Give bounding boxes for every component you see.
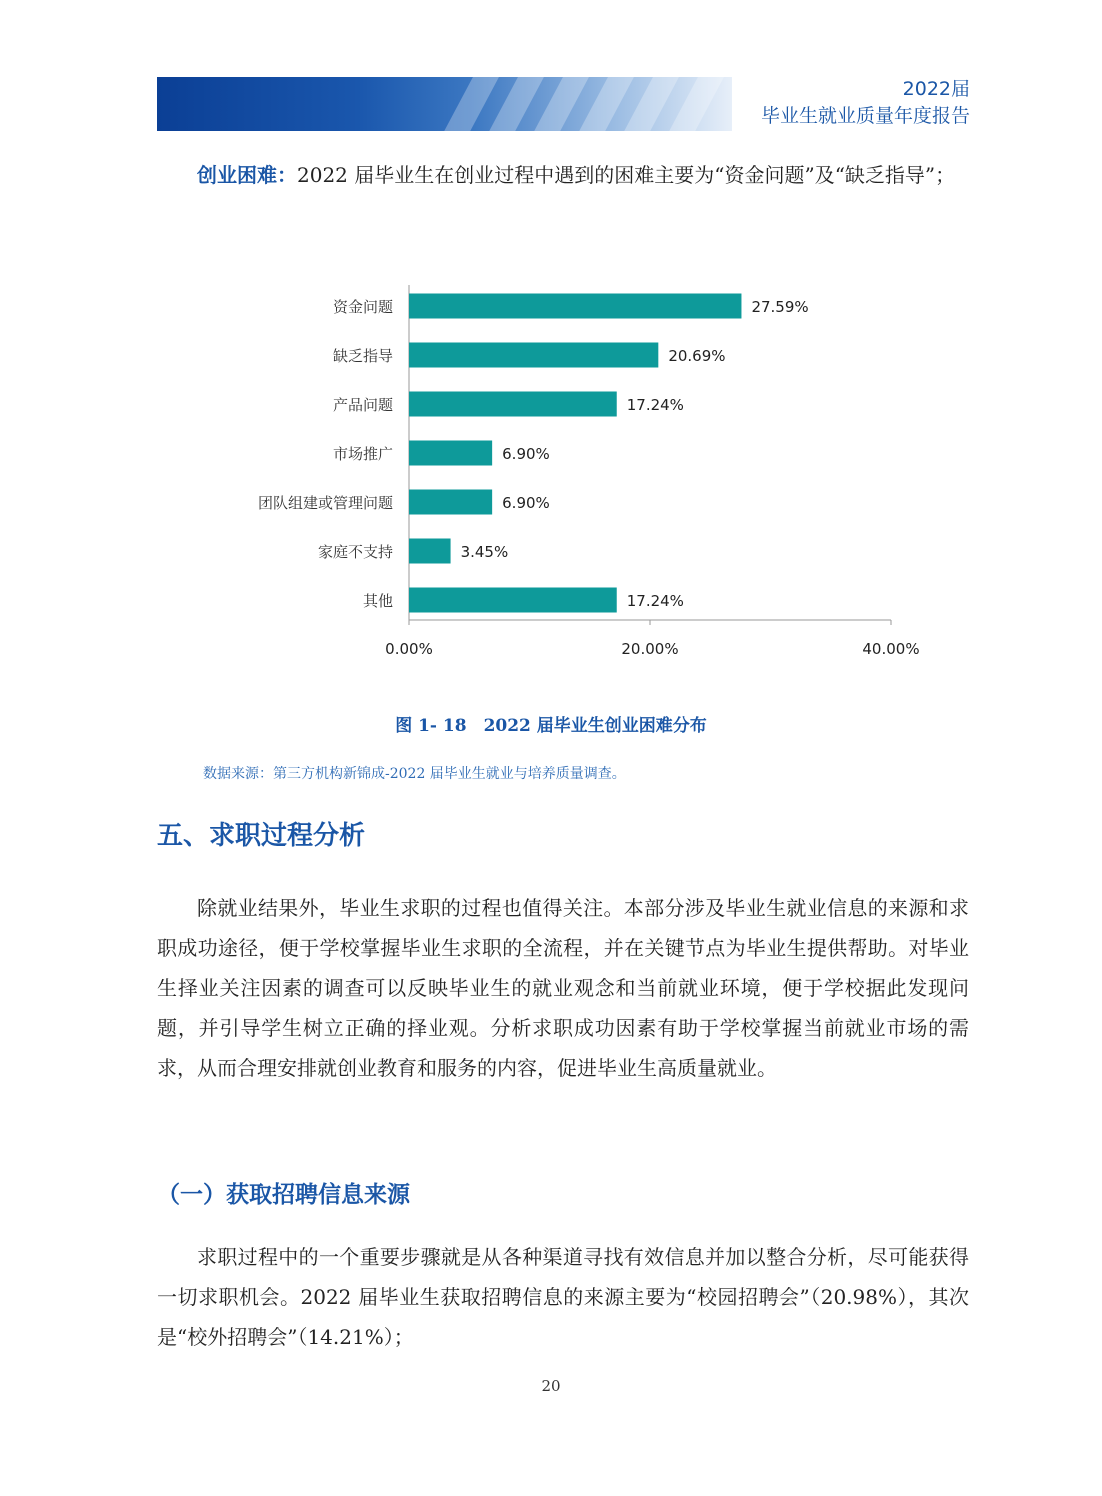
value-label: 3.45% <box>460 543 509 561</box>
intro-lead: 创业困难： <box>197 163 297 187</box>
category-label: 家庭不支持 <box>317 543 393 561</box>
bar <box>409 588 617 613</box>
value-label: 27.59% <box>751 298 809 316</box>
x-tick-label: 40.00% <box>862 640 920 658</box>
bar <box>409 294 741 319</box>
category-label: 产品问题 <box>332 396 393 414</box>
category-label: 市场推广 <box>332 445 393 463</box>
category-label: 缺乏指导 <box>332 347 393 365</box>
category-label: 资金问题 <box>332 298 393 316</box>
section-heading: 五、求职过程分析 <box>157 821 366 851</box>
value-label: 17.24% <box>626 592 684 610</box>
report-title: 毕业生就业质量年度报告 <box>760 105 970 127</box>
value-label: 20.69% <box>668 347 726 365</box>
subsection-body: 求职过程中的一个重要步骤就是从各种渠道寻找有效信息并加以整合分析，尽可能获得一切求职机会。2022 届毕业生获取招聘信息的来源主要为“校园招聘会”（20.98%），其次是“校外招聘会”（14.21%）； <box>157 1245 969 1349</box>
section-body: 除就业结果外，毕业生求职的过程也值得关注。本部分涉及毕业生就业信息的来源和求职成功途径，便于学校掌握毕业生求职的全流程，并在关键节点为毕业生提供帮助。对毕业生择业关注因素的调查可以反映毕业生的就业观念和当前就业环境，便于学校据此发现问题，并引导学生树立正确的择业观。分析求职成功因素有助于学校掌握当前就业市场的需求，从而合理安排就创业教育和服务的内容，促进毕业生高质量就业。 <box>157 896 969 1080</box>
bar <box>409 343 658 368</box>
x-tick-label: 20.00% <box>621 640 679 658</box>
bar <box>409 392 617 417</box>
entrepreneurship-difficulty-chart <box>220 280 940 670</box>
report-header-title <box>761 76 970 130</box>
subsection-heading: （一）获取招聘信息来源 <box>157 1182 410 1208</box>
data-source-note: 数据来源：第三方机构新锦成-2022 届毕业生就业与培养质量调查。 <box>203 766 626 782</box>
page-number: 20 <box>541 1377 561 1395</box>
x-tick-label: 0.00% <box>385 640 433 658</box>
category-label: 其他 <box>362 592 393 610</box>
intro-text: 2022 届毕业生在创业过程中遇到的困难主要为“资金问题”及“缺乏指导”； <box>297 163 956 187</box>
bar <box>409 441 492 466</box>
bar <box>409 490 492 515</box>
value-label: 6.90% <box>502 494 550 512</box>
intro-paragraph <box>157 155 969 195</box>
figure-caption: 图 1- 18 2022 届毕业生创业困难分布 <box>395 716 707 736</box>
category-label: 团队组建或管理问题 <box>257 494 393 512</box>
value-label: 6.90% <box>502 445 550 463</box>
report-year: 2022届 <box>902 78 970 100</box>
bar <box>409 539 451 564</box>
value-label: 17.24% <box>626 396 684 414</box>
header-banner <box>157 77 732 131</box>
